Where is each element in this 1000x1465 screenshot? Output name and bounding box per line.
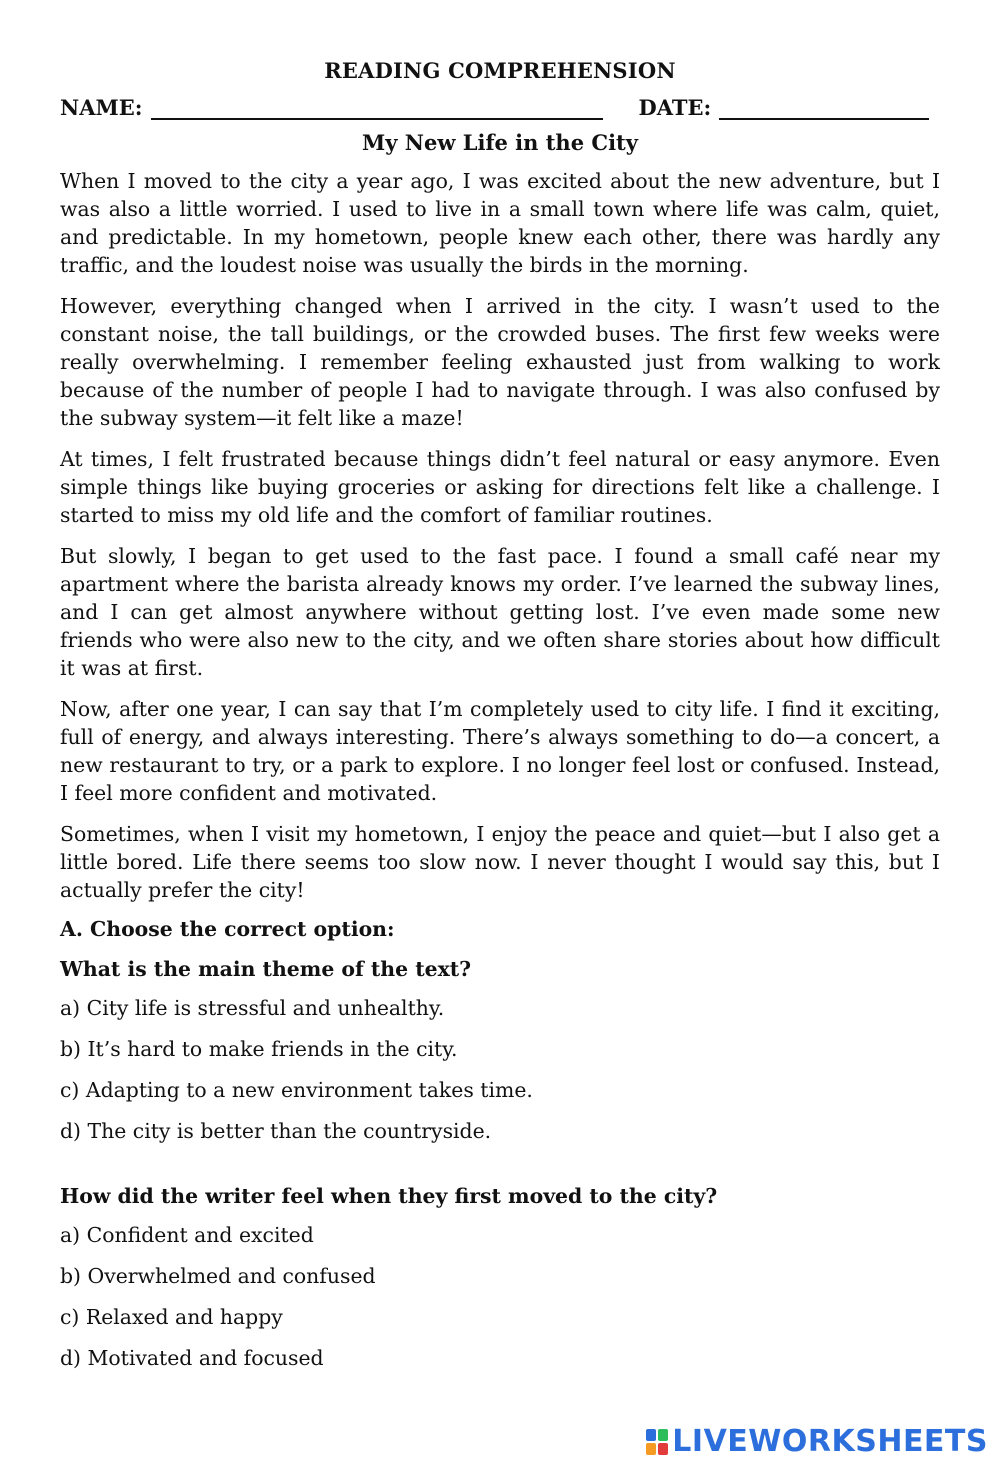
date-blank-line[interactable] bbox=[719, 100, 929, 120]
question-block-2 bbox=[60, 1184, 940, 1371]
question-text: What is the main theme of the text? bbox=[60, 957, 472, 981]
section-a-heading: A. Choose the correct option: bbox=[60, 917, 395, 941]
worksheet-page bbox=[60, 58, 940, 1411]
page-title: READING COMPREHENSION bbox=[324, 58, 676, 83]
brand-wordmark: LIVEWORKSHEETS bbox=[672, 1424, 988, 1459]
name-blank-line[interactable] bbox=[151, 100, 603, 120]
answer-option[interactable]: d) The city is better than the countryside. bbox=[60, 1119, 492, 1143]
story-paragraph: Now, after one year, I can say that I’m completely used to city life. I find it exciting, full of energy, and always interesting. There’s always something to do—a concert, a new restaurant to try, or a park to explore. I no longer feel lost or confused. Instead, I feel more confident and motivated. bbox=[60, 697, 940, 805]
story-paragraph: However, everything changed when I arrived in the city. I wasn’t used to the constant noise, the tall buildings, or the crowded buses. The first few weeks were really overwhelming. I remember feeling exhausted just from walking to work because of the number of people I had to navigate through. I was also confused by the subway system—it felt like a maze! bbox=[60, 294, 940, 430]
story-paragraph: Sometimes, when I visit my hometown, I enjoy the peace and quiet—but I also get a little bored. Life there seems too slow now. I never thought I would say this, but I actually prefer the city! bbox=[60, 822, 940, 902]
answer-option[interactable]: a) Confident and excited bbox=[60, 1223, 314, 1247]
date-label: DATE: bbox=[638, 95, 712, 120]
name-date-row bbox=[60, 95, 940, 120]
story-paragraph: But slowly, I began to get used to the fast pace. I found a small café near my apartment where the barista already knows my order. I’ve learned the subway lines, and I can get almost anywhere without getting lost. I’ve even made some new friends who were also new to the city, and we often share stories about how difficult it was at first. bbox=[60, 544, 940, 680]
name-label: NAME: bbox=[60, 95, 143, 120]
answer-option[interactable]: c) Adapting to a new environment takes time. bbox=[60, 1078, 533, 1102]
story-paragraph: At times, I felt frustrated because things didn’t feel natural or easy anymore. Even simple things like buying groceries or asking for directions felt like a challenge. I started to miss my old life and the comfort of familiar routines. bbox=[60, 447, 940, 527]
answer-option[interactable]: a) City life is stressful and unhealthy. bbox=[60, 996, 445, 1020]
answer-option[interactable]: b) It’s hard to make friends in the city. bbox=[60, 1037, 458, 1061]
question-block-1 bbox=[60, 957, 940, 1144]
answer-option[interactable]: c) Relaxed and happy bbox=[60, 1305, 283, 1329]
story-title: My New Life in the City bbox=[362, 130, 638, 155]
story-paragraph: When I moved to the city a year ago, I was excited about the new adventure, but I was also a little worried. I used to live in a small town where life was calm, quiet, and predictable. In my hometown, people knew each other, there was hardly any traffic, and the loudest noise was usually the birds in the morning. bbox=[60, 169, 940, 277]
liveworksheets-mark-icon bbox=[646, 1429, 668, 1455]
liveworksheets-logo bbox=[646, 1424, 988, 1459]
answer-option[interactable]: b) Overwhelmed and confused bbox=[60, 1264, 376, 1288]
question-text: How did the writer feel when they first moved to the city? bbox=[60, 1184, 718, 1208]
answer-option[interactable]: d) Motivated and focused bbox=[60, 1346, 324, 1370]
